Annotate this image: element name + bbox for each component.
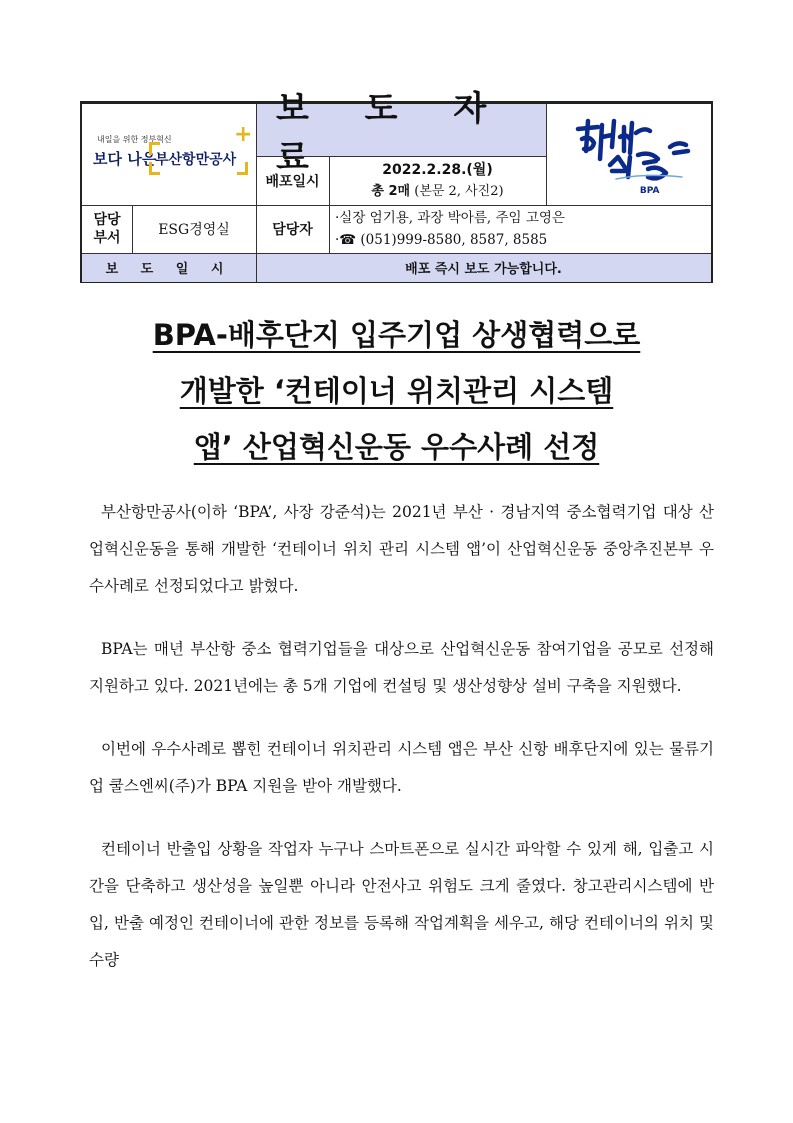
paragraph: 부산항만공사(이하 ‘BPA’, 사장 강준석)는 2021년 부산 · 경남지역 중소협력기업 대상 산업혁신운동을 통해 개발한 ‘컨테이너 위치 관리 시스템 앱’이 산업혁신운동 중앙추진본부 우수사례로 선정되었다고 밝혔다. — [89, 503, 714, 595]
contact-label: 담당자 — [272, 222, 313, 238]
plus-icon: + — [234, 121, 253, 147]
date-cell — [329, 156, 546, 205]
brand-mark: BPA — [639, 186, 660, 196]
contact-phone: ·☎ (051)999-8580, 8587, 8585 — [335, 232, 548, 248]
headline-line-1: BPA-배후단지 입주기업 상생협력으로 — [152, 318, 641, 352]
contact-names: ·실장 엄기용, 과장 박아름, 주임 고영은 — [335, 210, 565, 226]
paragraph: 이번에 우수사례로 뽑힌 컨테이너 위치관리 시스템 앱은 부산 신항 배후단지에 있는 물류기업 쿨스엔씨(주)가 BPA 지원을 받아 개발했다. — [89, 740, 714, 795]
page-count-detail: (본문 2, 사진2) — [410, 183, 504, 199]
page-title: 보 도 자 료 — [256, 104, 546, 156]
brand-logo — [554, 107, 704, 202]
dept-value: ESG경영실 — [158, 222, 230, 238]
date-label: 배포일시 — [265, 173, 320, 190]
dept-label: 담당 부서 — [93, 212, 121, 246]
page-count — [371, 181, 503, 203]
paragraph: BPA는 매년 부산항 중소 협력기업들을 대상으로 산업혁신운동 참여기업을 공모로 선정해 지원하고 있다. 2021년에는 총 5개 기업에 컨설팅 및 생산성향상 설비 구축을 지원했다. — [89, 640, 714, 695]
logo-cell — [82, 104, 256, 205]
contact-cell — [329, 205, 711, 253]
release-date: 2022.2.28.(월) — [382, 161, 493, 178]
logo-tagline: 내일을 위한 정부혁신 — [97, 134, 172, 144]
brand-cell — [546, 104, 711, 205]
logo-slogan: 보다 나은 — [93, 149, 157, 168]
page-count-total: 총 2매 — [371, 183, 411, 199]
release-label: 보 도 일 시 — [82, 253, 256, 282]
org-logo — [89, 120, 253, 190]
brand-calligraphy-icon — [554, 107, 704, 202]
release-value: 배포 즉시 보도 가능합니다. — [256, 253, 711, 282]
article-body — [89, 494, 714, 1005]
paragraph: 컨테이너 반출입 상황을 작업자 누구나 스마트폰으로 실시간 파악할 수 있게 해, 입출고 시간을 단축하고 생산성을 높일뿐 아니라 안전사고 위험도 크게 줄였다. 창고관리시스템에 반입, 반출 예정인 컨테이너에 관한 정보를 등록해 작업계획을 세우고, 해당 컨테이너의 위치 및 수량 — [89, 840, 714, 969]
headline-line-3: 앱’ 산업혁신운동 우수사례 선정 — [193, 430, 600, 464]
logo-org-name: 부산항만공사 — [155, 151, 237, 168]
headline-line-2: 개발한 ‘컨테이너 위치관리 시스템 — [179, 374, 614, 408]
press-header-table — [80, 89, 713, 283]
headline — [80, 307, 713, 475]
